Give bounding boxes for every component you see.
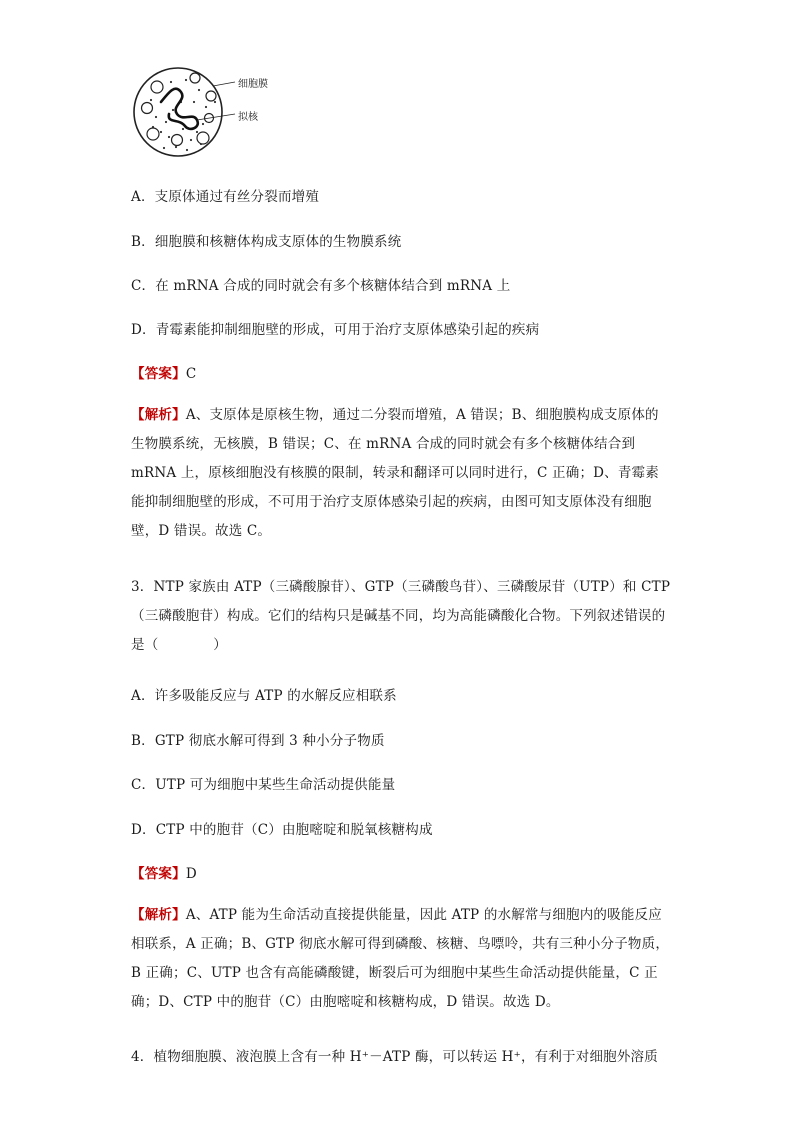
q3-option-c: C．UTP 可为细胞中某些生命活动提供能量 bbox=[131, 777, 396, 793]
q3-option-a: A．许多吸能反应与 ATP 的水解反应相联系 bbox=[131, 688, 397, 704]
q3-answer bbox=[131, 862, 197, 882]
q2-option-d: D．青霉素能抑制细胞壁的形成，可用于治疗支原体感染引起的疾病 bbox=[131, 322, 540, 338]
q2-option-b: B．细胞膜和核糖体构成支原体的生物膜系统 bbox=[131, 234, 402, 250]
mycoplasma-diagram bbox=[131, 62, 291, 162]
analysis-tag: 【解析】 bbox=[131, 907, 186, 923]
analysis-text: A、ATP 能为生命活动直接提供能量，因此 ATP 的水解常与细胞内的吸能反应相联系，A 正确；B、GTP 彻底水解可得到磷酸、核糖、鸟嘌呤，共有三种小分子物质，B 正确；C、UTP 也含有高能磷酸键，断裂后可为细胞中某些生命活动提供能量，C 正确；D、CTP 中的胞苷（C）由胞嘧啶和核糖构成，D 错误。故选 D。 bbox=[131, 907, 670, 1010]
q2-option-c: C．在 mRNA 合成的同时就会有多个核糖体结合到 mRNA 上 bbox=[131, 278, 511, 294]
q3-option-d: D．CTP 中的胞苷（C）由胞嘧啶和脱氧核糖构成 bbox=[131, 822, 433, 838]
q2-answer bbox=[131, 362, 196, 382]
nucleoid-label: 拟核 bbox=[238, 112, 258, 123]
q3-analysis bbox=[131, 901, 671, 1017]
q2-option-a: A．支原体通过有丝分裂而增殖 bbox=[131, 189, 320, 205]
analysis-text: A、支原体是原核生物，通过二分裂而增殖，A 错误；B、细胞膜构成支原体的生物膜系统，无核膜，B 错误；C、在 mRNA 合成的同时就会有多个核糖体结合到 mRNA 上，原核细胞没有核膜的限制，转录和翻译可以同时进行，C 正确；D、青霉素能抑制细胞壁的形成，不可用于治疗支原体感染引起的疾病，由图可知支原体没有细胞壁，D 错误。故选 C。 bbox=[131, 407, 659, 539]
answer-tag: 【答案】 bbox=[131, 366, 186, 382]
answer-value: D bbox=[185, 866, 197, 882]
q4-stem: 4．植物细胞膜、液泡膜上含有一种 H⁺－ATP 酶，可以转运 H⁺，有利于对细胞外溶质 bbox=[131, 1049, 658, 1065]
q3-option-b: B．GTP 彻底水解可得到 3 种小分子物质 bbox=[131, 733, 385, 749]
q2-analysis bbox=[131, 401, 671, 546]
answer-tag: 【答案】 bbox=[131, 866, 186, 882]
membrane-label: 细胞膜 bbox=[238, 79, 268, 90]
q3-stem: 3．NTP 家族由 ATP（三磷酸腺苷）、GTP（三磷酸鸟苷）、三磷酸尿苷（UTP）和 CTP（三磷酸胞苷）构成。它们的结构只是碱基不同，均为高能磷酸化合物。下列叙述错误的是（ ） bbox=[131, 579, 671, 653]
answer-value: C bbox=[185, 366, 197, 382]
analysis-tag: 【解析】 bbox=[131, 407, 186, 423]
